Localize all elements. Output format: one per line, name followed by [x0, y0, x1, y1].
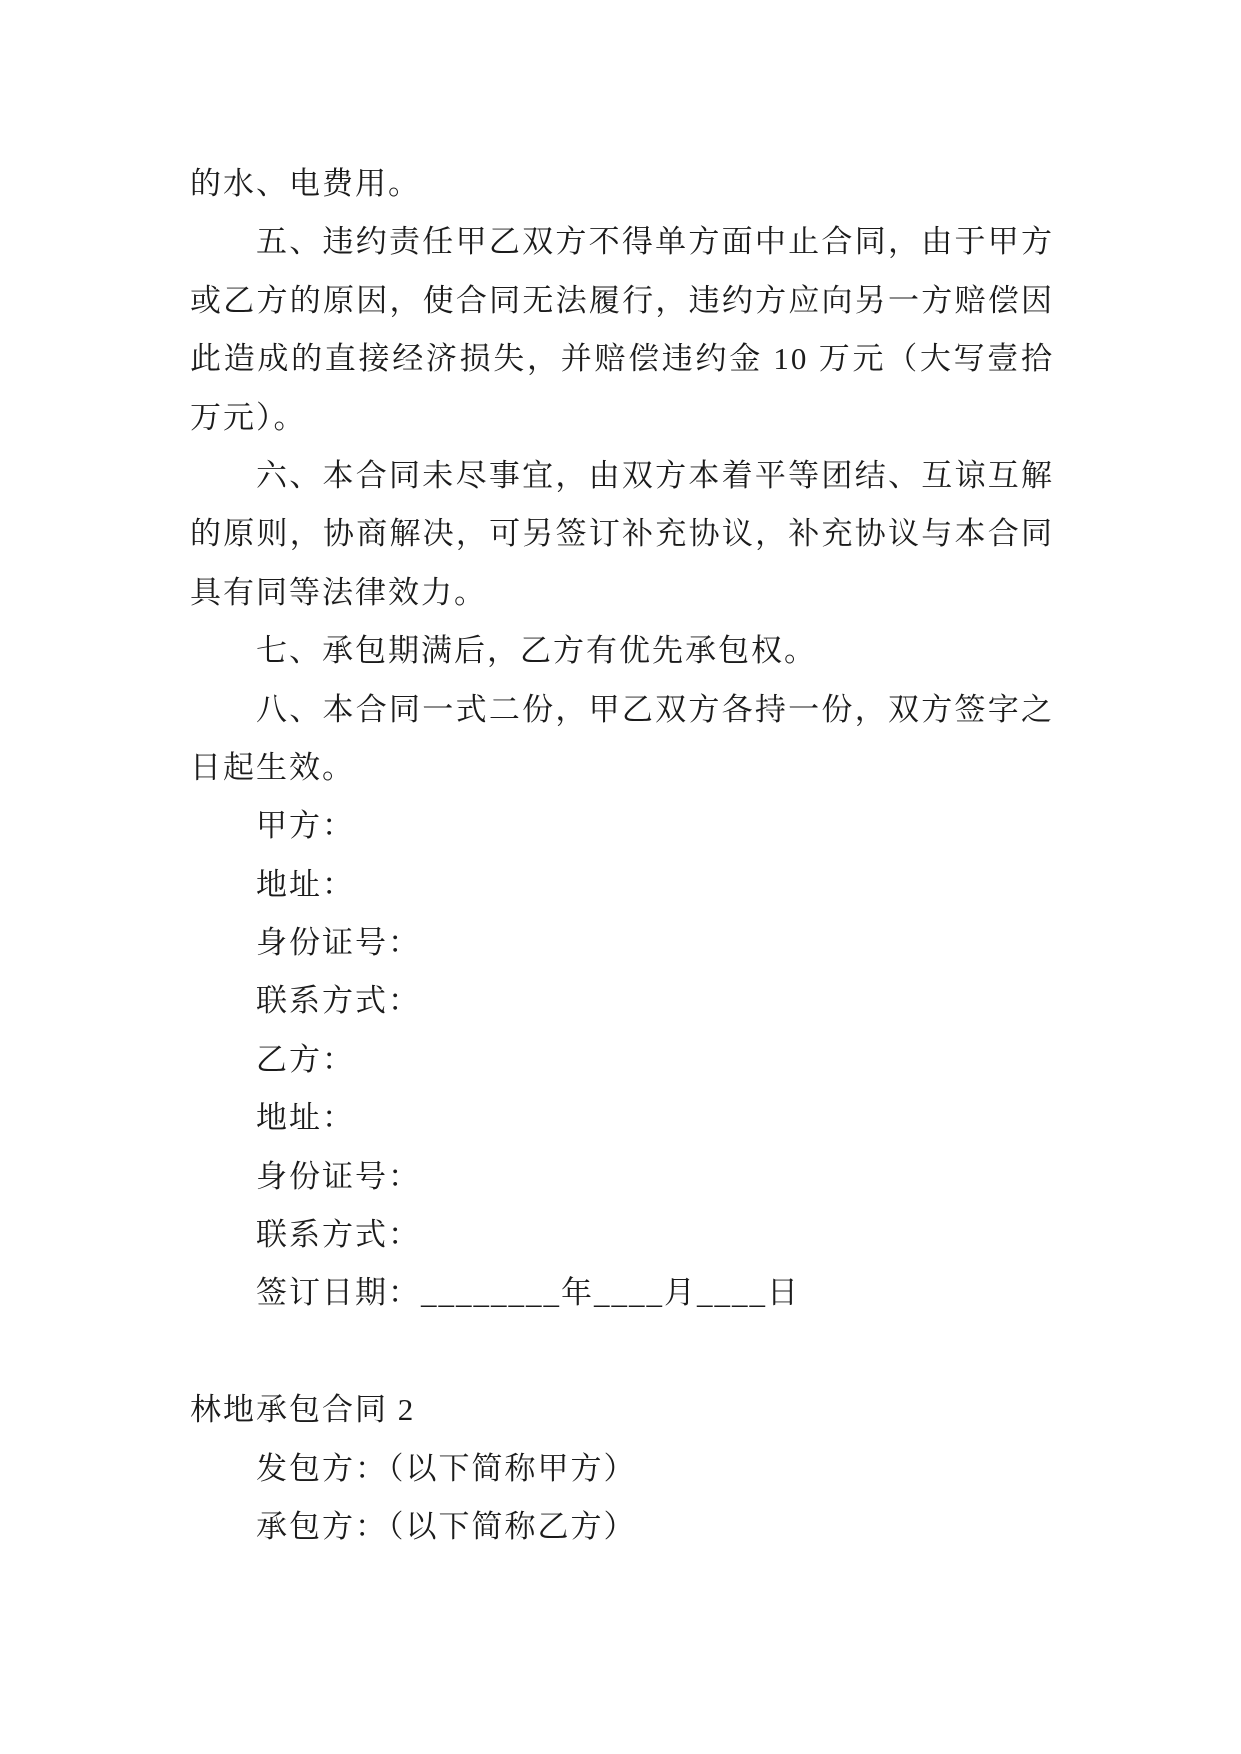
- clause-unresolved-matters: [190, 447, 1054, 622]
- party-b-label: 乙方：: [256, 1041, 355, 1077]
- document-page: [190, 155, 1054, 1556]
- clause-priority-right: [190, 622, 1054, 680]
- party-b-address-label: 地址：: [256, 1100, 355, 1136]
- party-a-id-label: 身份证号：: [256, 925, 421, 961]
- clause-copies-effect: [190, 681, 1054, 798]
- continuation-line: 的水、电费用。: [190, 166, 421, 201]
- signature-block: [190, 797, 1054, 1323]
- contract-title: 林地承包合同 2: [190, 1392, 416, 1428]
- clause-line: 此造成的直接经济损失，并赔偿违约金 10 万元（大写壹拾: [190, 341, 1054, 377]
- signing-date-line: 签订日期：________年____月____日: [256, 1275, 800, 1311]
- contract-party-line: 承包方：（以下简称乙方）: [256, 1508, 637, 1544]
- clause-line: 六、本合同未尽事宜，由双方本着平等团结、互谅互解: [256, 457, 1054, 493]
- clause-line: 日起生效。: [190, 749, 355, 785]
- party-a-contact-label: 联系方式：: [256, 983, 421, 1019]
- clause-line: 的原则，协商解决，可另签订补充协议，补充协议与本合同: [190, 516, 1054, 552]
- blank-line: [190, 1323, 1054, 1381]
- clause-line: 五、违约责任甲乙双方不得单方面中止合同，由于甲方: [256, 224, 1054, 260]
- clause-line: 具有同等法律效力。: [190, 574, 487, 610]
- clause-breach-liability: [190, 213, 1054, 447]
- party-a-label: 甲方：: [256, 808, 355, 844]
- next-contract: [190, 1381, 1054, 1556]
- party-b-contact-label: 联系方式：: [256, 1217, 421, 1253]
- party-a-address-label: 地址：: [256, 866, 355, 902]
- clause-line: 七、承包期满后，乙方有优先承包权。: [256, 633, 817, 669]
- clause-line: 八、本合同一式二份，甲乙双方各持一份，双方签字之: [256, 691, 1054, 727]
- contract-party-line: 发包方：（以下简称甲方）: [256, 1450, 637, 1486]
- party-b-id-label: 身份证号：: [256, 1158, 421, 1194]
- clause-line: 或乙方的原因，使合同无法履行，违约方应向另一方赔偿因: [190, 282, 1054, 318]
- clause-line: 万元）。: [190, 399, 307, 435]
